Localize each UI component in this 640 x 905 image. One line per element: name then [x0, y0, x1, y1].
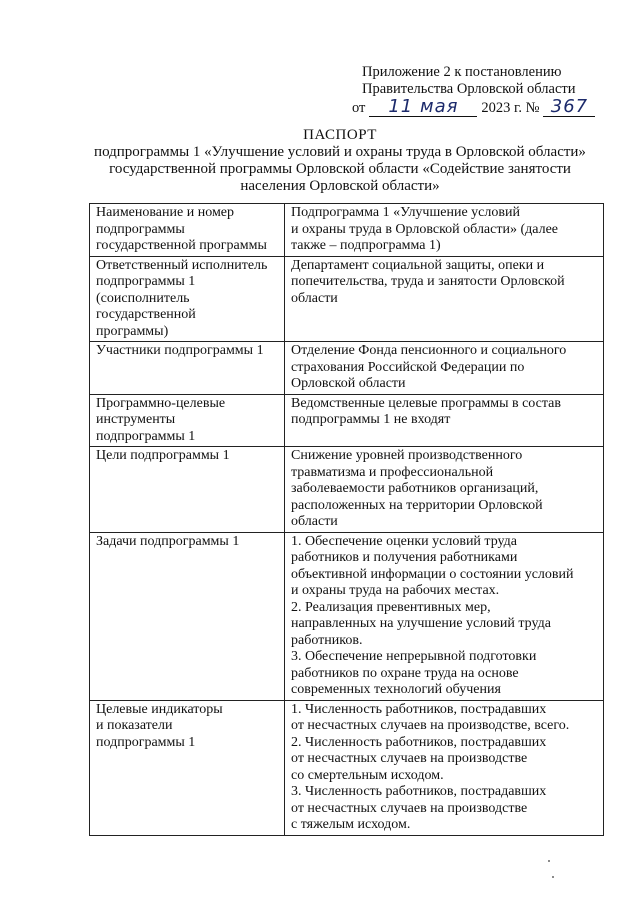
table-row: [90, 256, 604, 342]
title-main: ПАСПОРТ: [303, 127, 377, 143]
table-row: [90, 447, 604, 533]
handwritten-number: 367: [543, 98, 595, 117]
appendix-date-line: [352, 98, 632, 117]
row-label: Программно-целевые инструменты подпрограммы 1: [90, 394, 285, 447]
from-label: от: [352, 100, 366, 116]
appendix-header: [352, 64, 632, 117]
title-subtitle-2: государственной программы Орловской области «Содействие занятости: [109, 161, 571, 177]
row-label: Целевые индикаторы и показатели подпрограммы 1: [90, 700, 285, 835]
title-subtitle-3: населения Орловской области»: [240, 178, 440, 194]
handwritten-date: 11 мая: [369, 98, 477, 117]
appendix-line-1: Приложение 2 к постановлению: [362, 64, 562, 80]
row-label: Участники подпрограммы 1: [90, 342, 285, 395]
row-value: 1. Обеспечение оценки условий труда работников и получения работниками объективной информации о состоянии условий и охраны труда на рабочих местах. 2. Реализация превентивных мер, направленных на улучшение условий труда работников. 3. Обеспечение непрерывной подготовки работников по охране труда на основе современных технологий обучения: [285, 532, 604, 700]
row-label: Ответственный исполнитель подпрограммы 1 (соисполнитель государственной программы): [90, 256, 285, 342]
row-value: Отделение Фонда пенсионного и социального страхования Российской Федерации по Орловской области: [285, 342, 604, 395]
document-title: [60, 127, 620, 195]
table-row: [90, 342, 604, 395]
table-row: [90, 204, 604, 257]
scan-speck: [552, 876, 554, 878]
table-row: [90, 700, 604, 835]
row-label: Цели подпрограммы 1: [90, 447, 285, 533]
row-label: Наименование и номер подпрограммы государственной программы: [90, 204, 285, 257]
year-number-label: 2023 г. №: [481, 100, 540, 116]
row-value: Снижение уровней производственного травматизма и профессиональной заболеваемости работников организаций, расположенных на территории Орловской области: [285, 447, 604, 533]
row-value: Подпрограмма 1 «Улучшение условий и охраны труда в Орловской области» (далее также – подпрограмма 1): [285, 204, 604, 257]
scan-speck: [548, 860, 550, 862]
row-value: 1. Численность работников, пострадавших от несчастных случаев на производстве, всего. 2. Численность работников, пострадавших от несчастных случаев на производстве со смертельным исходом. 3. Численность работников, пострадавших от несчастных случаев на производстве с тяжелым исходом.: [285, 700, 604, 835]
row-label: Задачи подпрограммы 1: [90, 532, 285, 700]
passport-table: [89, 203, 604, 836]
title-subtitle-1: подпрограммы 1 «Улучшение условий и охраны труда в Орловской области»: [94, 144, 586, 160]
row-value: Департамент социальной защиты, опеки и попечительства, труда и занятости Орловской области: [285, 256, 604, 342]
table-row: [90, 532, 604, 700]
row-value: Ведомственные целевые программы в состав подпрограммы 1 не входят: [285, 394, 604, 447]
table-row: [90, 394, 604, 447]
appendix-line-2: Правительства Орловской области: [362, 81, 576, 97]
